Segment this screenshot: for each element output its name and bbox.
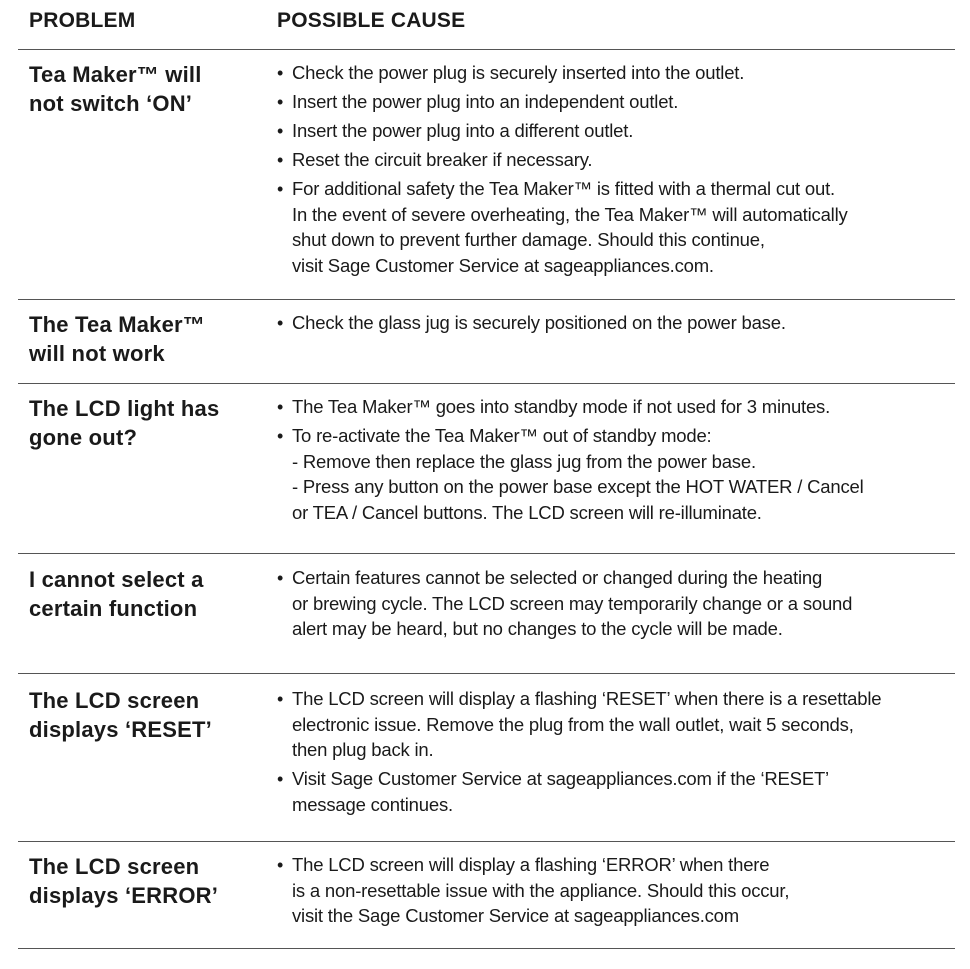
cause-text: In the event of severe overheating, the Tea Maker™ will automatically [292,203,848,225]
problem-text: displays ‘ERROR’ [29,883,219,908]
cause-item [277,852,957,929]
cause-item [277,176,957,278]
row-divider [18,383,955,384]
cause-item [277,147,957,173]
cause-text: - Press any button on the power base except the HOT WATER / Cancel [292,476,864,497]
cause-list [277,310,957,339]
cause-item [277,118,957,144]
header-divider [18,49,955,50]
problem-text: Tea Maker™ will [29,62,202,87]
bullet-icon: • [277,63,284,83]
problem-cell [29,310,269,368]
row-divider [18,553,955,554]
problem-cell [29,686,269,744]
header-problem: PROBLEM [29,9,136,32]
problem-text: not switch ‘ON’ [29,91,193,116]
row-divider [18,299,955,300]
bullet-icon: • [277,689,284,709]
cause-list [277,565,957,645]
cause-text: The Tea Maker™ goes into standby mode if not used for 3 minutes. [292,396,831,417]
cause-text: visit the Sage Customer Service at sageappliances.com [292,905,739,926]
cause-text: or brewing cycle. The LCD screen may temporarily change or a sound [292,592,853,614]
table-header [0,0,970,49]
bullet-icon: • [277,121,284,141]
cause-list [277,60,957,282]
cause-text: The LCD screen will display a flashing ‘RESET’ when there is a resettable [292,688,882,709]
problem-text: The LCD screen [29,688,200,713]
cause-item [277,60,957,86]
cause-text: visit Sage Customer Service at sageappliances.com. [292,254,714,276]
bullet-icon: • [277,313,284,333]
bullet-icon: • [277,855,284,875]
cause-text: The LCD screen will display a flashing ‘ERROR’ when there [292,854,770,875]
cause-list [277,686,957,821]
cause-text: is a non-resettable issue with the appliance. Should this occur, [292,879,790,901]
problem-text: gone out? [29,425,138,450]
row-divider [18,841,955,842]
bullet-icon: • [277,179,284,199]
problem-cell [29,565,269,623]
problem-text: certain function [29,596,198,621]
cause-list [277,852,957,932]
bullet-icon: • [277,568,284,588]
problem-text: I cannot select a [29,567,204,592]
cause-text: Check the glass jug is securely positioned on the power base. [292,312,786,333]
cause-text: Reset the circuit breaker if necessary. [292,149,593,170]
cause-item [277,310,957,336]
table-bottom-divider [18,948,955,949]
cause-text: message continues. [292,793,453,815]
bullet-icon: • [277,397,284,417]
problem-text: will not work [29,341,165,366]
problem-text: The Tea Maker™ [29,312,206,337]
cause-text: For additional safety the Tea Maker™ is fitted with a thermal cut out. [292,178,835,199]
row-divider [18,673,955,674]
cause-item [277,89,957,115]
bullet-icon: • [277,426,284,446]
problem-text: displays ‘RESET’ [29,717,212,742]
cause-text: Check the power plug is securely inserted into the outlet. [292,62,745,83]
cause-list [277,394,957,529]
header-possible-cause: POSSIBLE CAUSE [277,9,466,32]
cause-text: Certain features cannot be selected or changed during the heating [292,567,823,588]
cause-text: Visit Sage Customer Service at sageappliances.com if the ‘RESET’ [292,768,829,789]
cause-item [277,423,957,525]
cause-text: or TEA / Cancel buttons. The LCD screen will re-illuminate. [292,501,762,523]
cause-text: - Remove then replace the glass jug from the power base. [292,450,756,472]
cause-text: To re-activate the Tea Maker™ out of standby mode: [292,425,712,446]
problem-text: The LCD screen [29,854,200,879]
cause-text: Insert the power plug into a different outlet. [292,120,634,141]
cause-item [277,394,957,420]
problem-cell [29,852,269,910]
cause-item [277,766,957,817]
bullet-icon: • [277,150,284,170]
cause-text: shut down to prevent further damage. Should this continue, [292,229,765,250]
cause-text: then plug back in. [292,739,434,760]
problem-cell [29,394,269,452]
cause-item [277,686,957,763]
cause-text: electronic issue. Remove the plug from the wall outlet, wait 5 seconds, [292,713,854,735]
problem-cell [29,60,269,118]
bullet-icon: • [277,92,284,112]
cause-item [277,565,957,642]
bullet-icon: • [277,769,284,789]
cause-text: Insert the power plug into an independent outlet. [292,91,679,112]
problem-text: The LCD light has [29,396,220,421]
cause-text: alert may be heard, but no changes to the cycle will be made. [292,618,783,639]
